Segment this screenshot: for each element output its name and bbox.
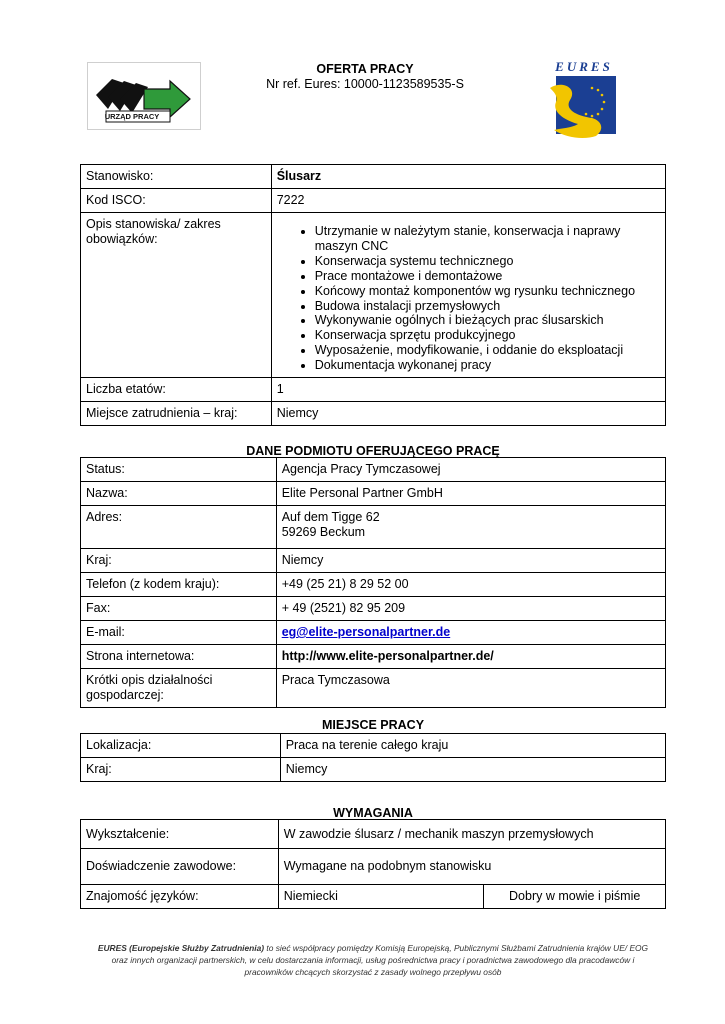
table-row — [81, 549, 666, 573]
eures-footer-note — [80, 942, 666, 978]
table-row — [81, 189, 666, 213]
offer-table — [80, 164, 666, 426]
education-label: Wykształcenie: — [81, 820, 279, 849]
positions-label: Liczba etatów: — [81, 378, 272, 402]
list-item: • Prace montażowe i demontażowe — [315, 269, 660, 284]
table-row — [81, 458, 666, 482]
isco-value: 7222 — [271, 189, 665, 213]
employer-country-label: Kraj: — [81, 549, 277, 573]
language-level: Dobry w mowie i piśmie — [484, 885, 666, 909]
table-row — [81, 885, 666, 909]
list-item: • Wyposażenie, modyfikowanie, i oddanie do eksploatacji — [315, 343, 660, 358]
location-value: Praca na terenie całego kraju — [280, 734, 665, 758]
website-label: Strona internetowa: — [81, 645, 277, 669]
employer-country-value: Niemcy — [276, 549, 665, 573]
requirements-table — [80, 819, 666, 909]
urzad-pracy-logo — [87, 62, 201, 130]
status-value: Agencja Pracy Tymczasowej — [276, 458, 665, 482]
phone-label: Telefon (z kodem kraju): — [81, 573, 277, 597]
table-row — [81, 213, 666, 378]
name-value: Elite Personal Partner GmbH — [276, 482, 665, 506]
location-label: Lokalizacja: — [81, 734, 281, 758]
footer-line-2: oraz innych organizacji partnerskich, w celu dostarczania informacji, usług pośrednictwa pracy i poradnictwa zawodowego dla pracodawców i — [111, 955, 635, 965]
list-item: • Utrzymanie w należytym stanie, konserwacja i naprawy maszyn CNC — [315, 224, 660, 254]
experience-label: Doświadczenie zawodowe: — [81, 849, 279, 885]
table-row — [81, 597, 666, 621]
list-item: • Wykonywanie ogólnych i bieżących prac ślusarskich — [315, 313, 660, 328]
name-label: Nazwa: — [81, 482, 277, 506]
positions-value: 1 — [271, 378, 665, 402]
email-label: E-mail: — [81, 621, 277, 645]
footer-line-3: pracowników chcących skorzystać z zasady wolnego przepływu osób — [244, 967, 502, 977]
experience-value: Wymagane na podobnym stanowisku — [278, 849, 665, 885]
list-item: • Końcowy montaż komponentów wg rysunku technicznego — [315, 284, 660, 299]
workplace-country-label: Kraj: — [81, 758, 281, 782]
isco-label: Kod ISCO: — [81, 189, 272, 213]
position-value: Ślusarz — [271, 165, 665, 189]
footer-line-1: to sieć współpracy pomiędzy Komisją Europejską, Publicznymi Służbami Zatrudnienia krajów UE/ EOG — [264, 943, 649, 953]
list-item: • Budowa instalacji przemysłowych — [315, 299, 660, 314]
offer-title: OFERTA PRACY — [316, 62, 414, 76]
list-item: • Dokumentacja wykonanej pracy — [315, 358, 660, 373]
table-row — [81, 734, 666, 758]
workplace-country-value: Niemcy — [280, 758, 665, 782]
phone-value: +49 (25 21) 8 29 52 00 — [276, 573, 665, 597]
position-label: Stanowisko: — [81, 165, 272, 189]
address-line-1: Auf dem Tigge 62 — [281, 510, 380, 524]
website-link[interactable]: http://www.elite-personalpartner.de/ — [276, 645, 665, 669]
status-label: Status: — [81, 458, 277, 482]
language-value: Niemiecki — [278, 885, 484, 909]
table-row — [81, 758, 666, 782]
footer-bold: EURES (Europejskie Służby Zatrudnienia) — [97, 943, 265, 953]
workplace-table — [80, 733, 666, 782]
country-label: Miejsce zatrudnienia – kraj: — [81, 402, 272, 426]
list-item: • Konserwacja sprzętu produkcyjnego — [315, 328, 660, 343]
offer-reference: Nr ref. Eures: 10000-1123589535-S — [266, 77, 464, 91]
table-row — [81, 621, 666, 645]
table-row — [81, 506, 666, 549]
table-row — [81, 849, 666, 885]
activity-label: Krótki opis działalności gospodarczej: — [81, 669, 277, 708]
urzad-pracy-logo-text: URZĄD PRACY — [104, 112, 160, 121]
table-row — [81, 378, 666, 402]
table-row — [81, 482, 666, 506]
duties-label: Opis stanowiska/ zakres obowiązków: — [81, 213, 272, 378]
fax-label: Fax: — [81, 597, 277, 621]
eures-logo — [544, 58, 622, 140]
table-row — [81, 573, 666, 597]
education-value: W zawodzie ślusarz / mechanik maszyn przemysłowych — [278, 820, 665, 849]
employer-table — [80, 457, 666, 708]
address-line-2: 59269 Beckum — [281, 525, 366, 539]
requirements-section-title: WYMAGANIA — [333, 806, 413, 820]
table-row — [81, 820, 666, 849]
languages-label: Znajomość języków: — [81, 885, 279, 909]
list-item: • Konserwacja systemu technicznego — [315, 254, 660, 269]
country-value: Niemcy — [271, 402, 665, 426]
table-row — [81, 165, 666, 189]
fax-value: + 49 (2521) 82 95 209 — [276, 597, 665, 621]
table-row — [81, 402, 666, 426]
address-label: Adres: — [81, 506, 277, 549]
activity-value: Praca Tymczasowa — [276, 669, 665, 708]
eures-logo-text: EURES — [555, 59, 613, 74]
workplace-section-title: MIEJSCE PRACY — [321, 718, 425, 732]
table-row — [81, 669, 666, 708]
email-link[interactable]: eg@elite-personalpartner.de — [281, 625, 451, 639]
duties-list — [277, 224, 660, 373]
employer-section-title: DANE PODMIOTU OFERUJĄCEGO PRACĘ — [246, 444, 500, 458]
table-row — [81, 645, 666, 669]
